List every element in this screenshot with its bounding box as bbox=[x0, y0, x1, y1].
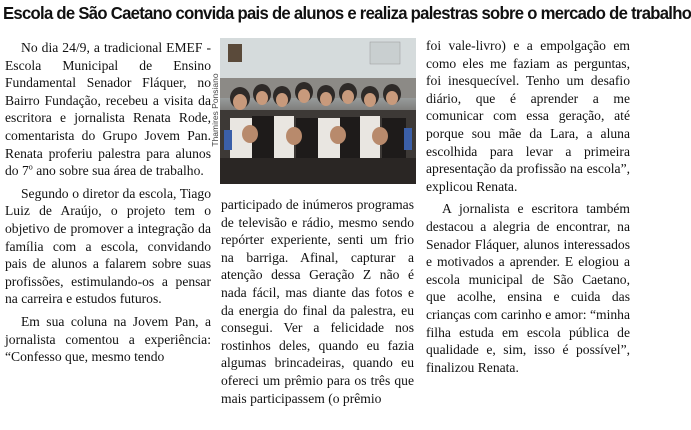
paragraph: participado de inúmeros programas de televisão e rádio, mesmo sendo repórter experiente, senti um frio na barriga. Afinal, capturar a atenção dessa Geração Z não é nada fácil, mas diante das fotos e da energia do final da palestra, eu consegui. Ver a felicidade nos rostinhos deles, quando eu fazia algumas brincadeiras, quando eu ofereci um prêmio para os três que mais participassem (o prêmio bbox=[221, 197, 414, 406]
paragraph: foi vale-livro) e a empolgação em como eles me faziam as perguntas, foi inesquecível. Tenho um desafio diário, que é aprender a me comunicar com essa geração, até porque sou mãe da Lara, a aluna escolhida para levar a primeira apresentação da profissão na escola”, explicou Renata. bbox=[426, 38, 630, 194]
article-column-1 bbox=[5, 39, 211, 366]
group-photo-students-icon bbox=[220, 38, 416, 184]
paragraph: A jornalista e escritora também destacou a alegria de encontrar, na Senador Fláquer, alunos interessados e motivados a aprender. E elogiou a escola municipal de São Caetano, que acolhe, ensina e cuida das crianças com carinho e amor: “minha filha estuda em escola pública de qualidade e, sim, isso é possível”, finalizou Renata. bbox=[426, 201, 630, 375]
article-column-2 bbox=[221, 196, 414, 407]
photo-credit-text: Thamires Ponsiano bbox=[210, 73, 220, 147]
paragraph: Em sua coluna na Jovem Pan, a jornalista comentou a experiência: “Confesso que, mesmo tendo bbox=[5, 313, 211, 365]
paragraph: No dia 24/9, a tradicional EMEF - Escola Municipal de Ensino Fundamental Senador Fláquer, no Bairro Fundação, recebeu a visita da escritora e jornalista Renata Rode, comentarista do Grupo Jovem Pan. Renata proferiu palestra para alunos do 7$^o$ ano sobre sua área de trabalho. bbox=[5, 40, 211, 179]
article-column-3 bbox=[426, 37, 630, 376]
headline: Escola de São Caetano convida pais de alunos e realiza palestras sobre o mercado de trabalho bbox=[3, 3, 691, 23]
group-photo bbox=[220, 38, 416, 184]
photo-credit bbox=[210, 40, 220, 180]
paragraph: Segundo o diretor da escola, Tiago Luiz de Araújo, o projeto tem o objetivo de promover a integração da família com a escola, convidando pais de alunos a falarem sobre suas profissões, estimulando-os a pensar na carreira e estudos futuros. bbox=[5, 185, 211, 307]
